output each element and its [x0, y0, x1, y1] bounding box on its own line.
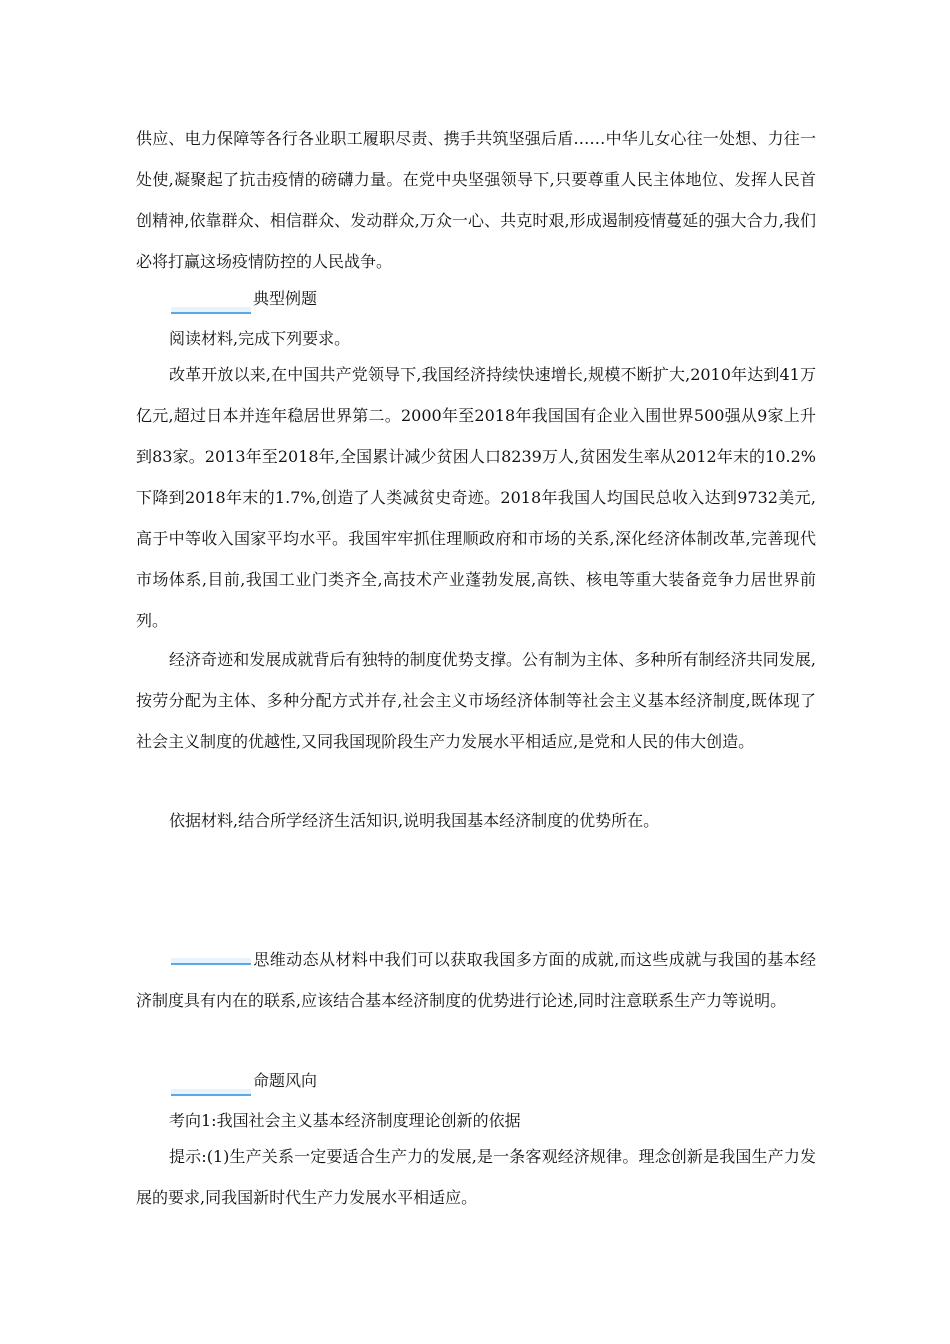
material-paragraph-1: 改革开放以来,在中国共产党领导下,我国经济持续快速增长,规模不断扩大,2010年达到41万亿元,超过日本并连年稳居世界第二。2000年至2018年我国国有企业入围世界500强从9家上升到83家。2013年至2018年,全国累计减少贫困人口8239万人,贫困发生率从2012年末的10.2%下降到2018年末的1.7%,创造了人类减贫史奇迹。2018年我国人均国民总收入达到9732美元,高于中等收入国家平均水平。我国牢牢抓住理顺政府和市场的关系,深化经济体制改革,完善现代市场体系,目前,我国工业门类齐全,高技术产业蓬勃发展,高铁、核电等重大装备竞争力居世界前列。 [136, 365, 816, 630]
thinking-title: 思维动态 [253, 950, 319, 969]
section-header-typical [171, 284, 851, 314]
thinking-paragraph [136, 939, 816, 1021]
instruction-text: 阅读材料,完成下列要求。 [169, 329, 351, 348]
section-marker-icon [171, 951, 251, 965]
trend-item: 考向1:我国社会主义基本经济制度理论创新的依据 [169, 1111, 521, 1130]
section-title-trend: 命题风向 [253, 1071, 318, 1090]
thinking-text: 从材料中我们可以获取我国多方面的成就,而这些成就与我国的基本经济制度具有内在的联系,应该结合基本经济制度的优势进行论述,同时注意联系生产力等说明。 [136, 950, 816, 1010]
section-header-trend [171, 1066, 851, 1096]
material-paragraph-2: 经济奇迹和发展成就背后有独特的制度优势支撑。公有制为主体、多种所有制经济共同发展,按劳分配为主体、多种分配方式并存,社会主义市场经济体制等社会主义基本经济制度,既体现了社会主义制度的优越性,又同我国现阶段生产力发展水平相适应,是党和人民的伟大创造。 [136, 650, 816, 751]
section-marker-icon [171, 300, 251, 314]
section-marker-icon [171, 1082, 251, 1096]
hint-text: 提示:(1)生产关系一定要适合生产力的发展,是一条客观经济规律。理念创新是我国生产力发展的要求,同我国新时代生产力发展水平相适应。 [136, 1147, 816, 1207]
section-title-typical: 典型例题 [253, 289, 318, 308]
intro-paragraph: 供应、电力保障等各行各业职工履职尽责、携手共筑坚强后盾……中华儿女心往一处想、力往一处使,凝聚起了抗击疫情的磅礴力量。在党中央坚强领导下,只要尊重人民主体地位、发挥人民首创精神,依靠群众、相信群众、发动群众,万众一心、共克时艰,形成遏制疫情蔓延的强大合力,我们必将打赢这场疫情防控的人民战争。 [136, 129, 816, 271]
question-text: 依据材料,结合所学经济生活知识,说明我国基本经济制度的优势所在。 [169, 811, 660, 830]
